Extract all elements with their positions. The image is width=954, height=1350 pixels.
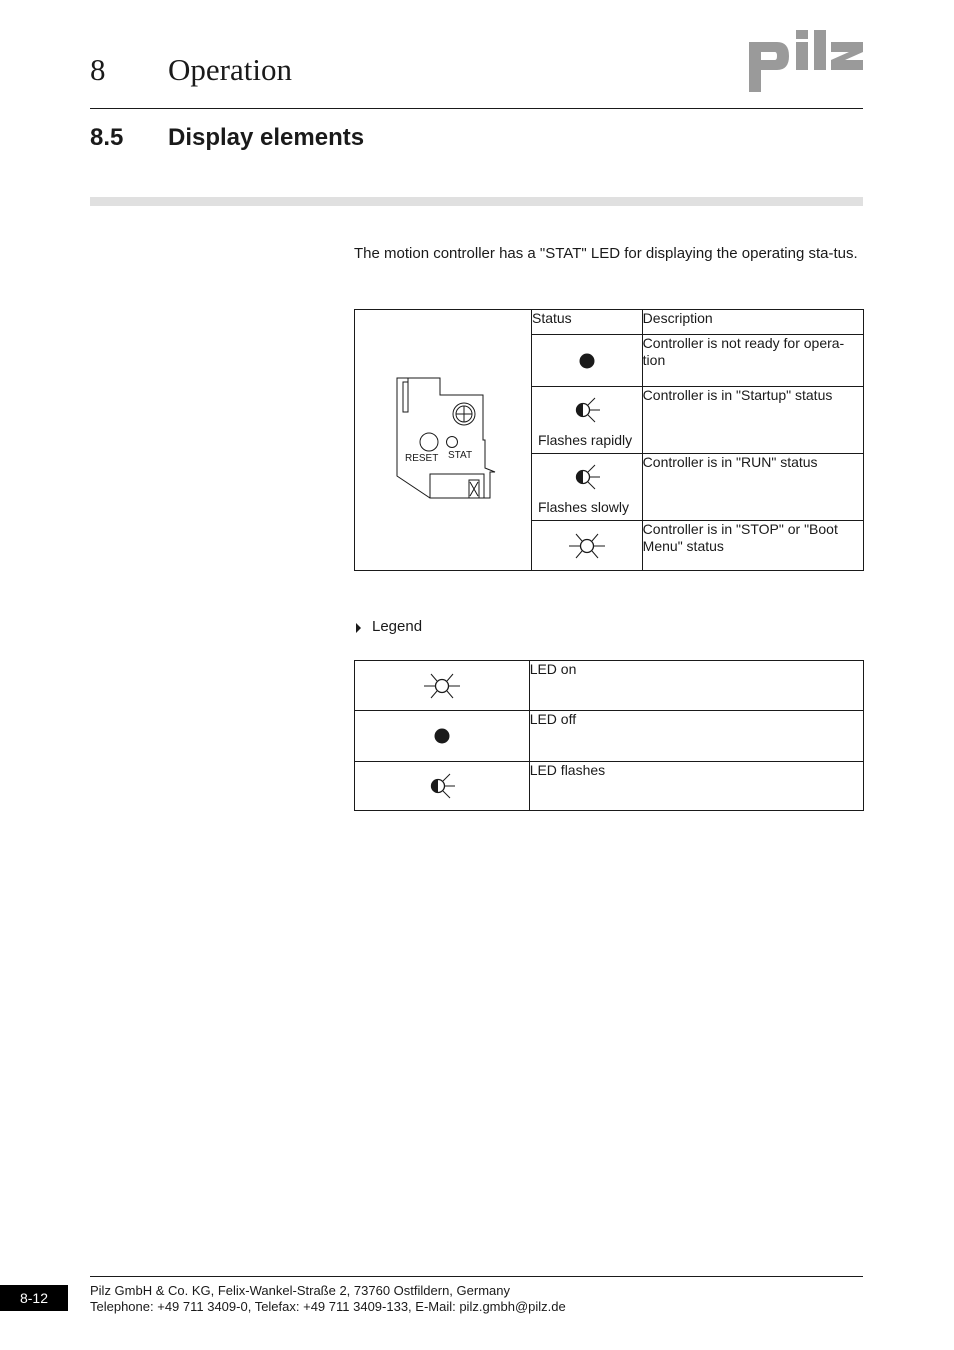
status-header: Status bbox=[531, 310, 642, 335]
triangle-right-icon bbox=[355, 623, 363, 633]
stat-label: STAT bbox=[448, 450, 473, 461]
led-flashes-icon bbox=[567, 460, 607, 494]
legend-symbol-cell bbox=[355, 661, 530, 711]
legend-symbol-cell bbox=[355, 762, 530, 811]
legend-text: LED flashes bbox=[529, 762, 863, 811]
legend-text: LED on bbox=[529, 661, 863, 711]
description-header: Description bbox=[642, 310, 863, 335]
section-divider-bar bbox=[90, 197, 863, 206]
chapter-title: Operation bbox=[168, 52, 292, 87]
chapter-number: 8 bbox=[90, 52, 106, 87]
status-description: Controller is in "Startup" status bbox=[642, 387, 863, 454]
led-flashes-icon bbox=[567, 393, 607, 427]
device-drawing-cell bbox=[355, 310, 532, 571]
footer-rule bbox=[90, 1276, 863, 1277]
footer-address: Pilz GmbH & Co. KG, Felix-Wankel-Straße 2, 73760 Ostfildern, Germany bbox=[90, 1283, 510, 1298]
status-caption: Flashes rapidly bbox=[537, 432, 633, 448]
footer-contact: Telephone: +49 711 3409-0, Telefax: +49 711 3409-133, E-Mail: pilz.gmbh@pilz.de bbox=[90, 1299, 566, 1314]
status-description: Controller is not ready for opera-tion bbox=[642, 335, 863, 387]
led-flashes-icon bbox=[422, 769, 462, 803]
controller-device-drawing bbox=[355, 370, 530, 510]
led-on-icon bbox=[565, 529, 609, 563]
status-table bbox=[354, 309, 864, 571]
legend-symbol-cell bbox=[355, 711, 530, 762]
section-title: Display elements bbox=[168, 124, 365, 151]
section-number: 8.5 bbox=[90, 124, 124, 151]
pilz-logo bbox=[745, 26, 865, 94]
led-on-icon bbox=[420, 669, 464, 703]
status-cell bbox=[531, 521, 642, 571]
table-row bbox=[355, 661, 864, 711]
status-cell bbox=[531, 454, 642, 521]
status-description: Controller is in "RUN" status bbox=[642, 454, 863, 521]
status-caption: Flashes slowly bbox=[537, 499, 630, 515]
table-row bbox=[355, 762, 864, 811]
legend-table bbox=[354, 660, 864, 811]
intro-paragraph: The motion controller has a "STAT" LED for displaying the operating sta-tus. bbox=[354, 245, 858, 262]
reset-label: RESET bbox=[405, 453, 439, 464]
led-off-icon bbox=[422, 721, 462, 751]
status-description: Controller is in "STOP" or "Boot Menu" status bbox=[642, 521, 863, 571]
page-number: 8-12 bbox=[0, 1285, 68, 1311]
table-row bbox=[355, 711, 864, 762]
status-cell bbox=[531, 387, 642, 454]
status-cell bbox=[531, 335, 642, 387]
header-rule bbox=[90, 108, 863, 109]
legend-label: Legend bbox=[372, 618, 423, 635]
legend-text: LED off bbox=[529, 711, 863, 762]
led-off-icon bbox=[567, 346, 607, 376]
